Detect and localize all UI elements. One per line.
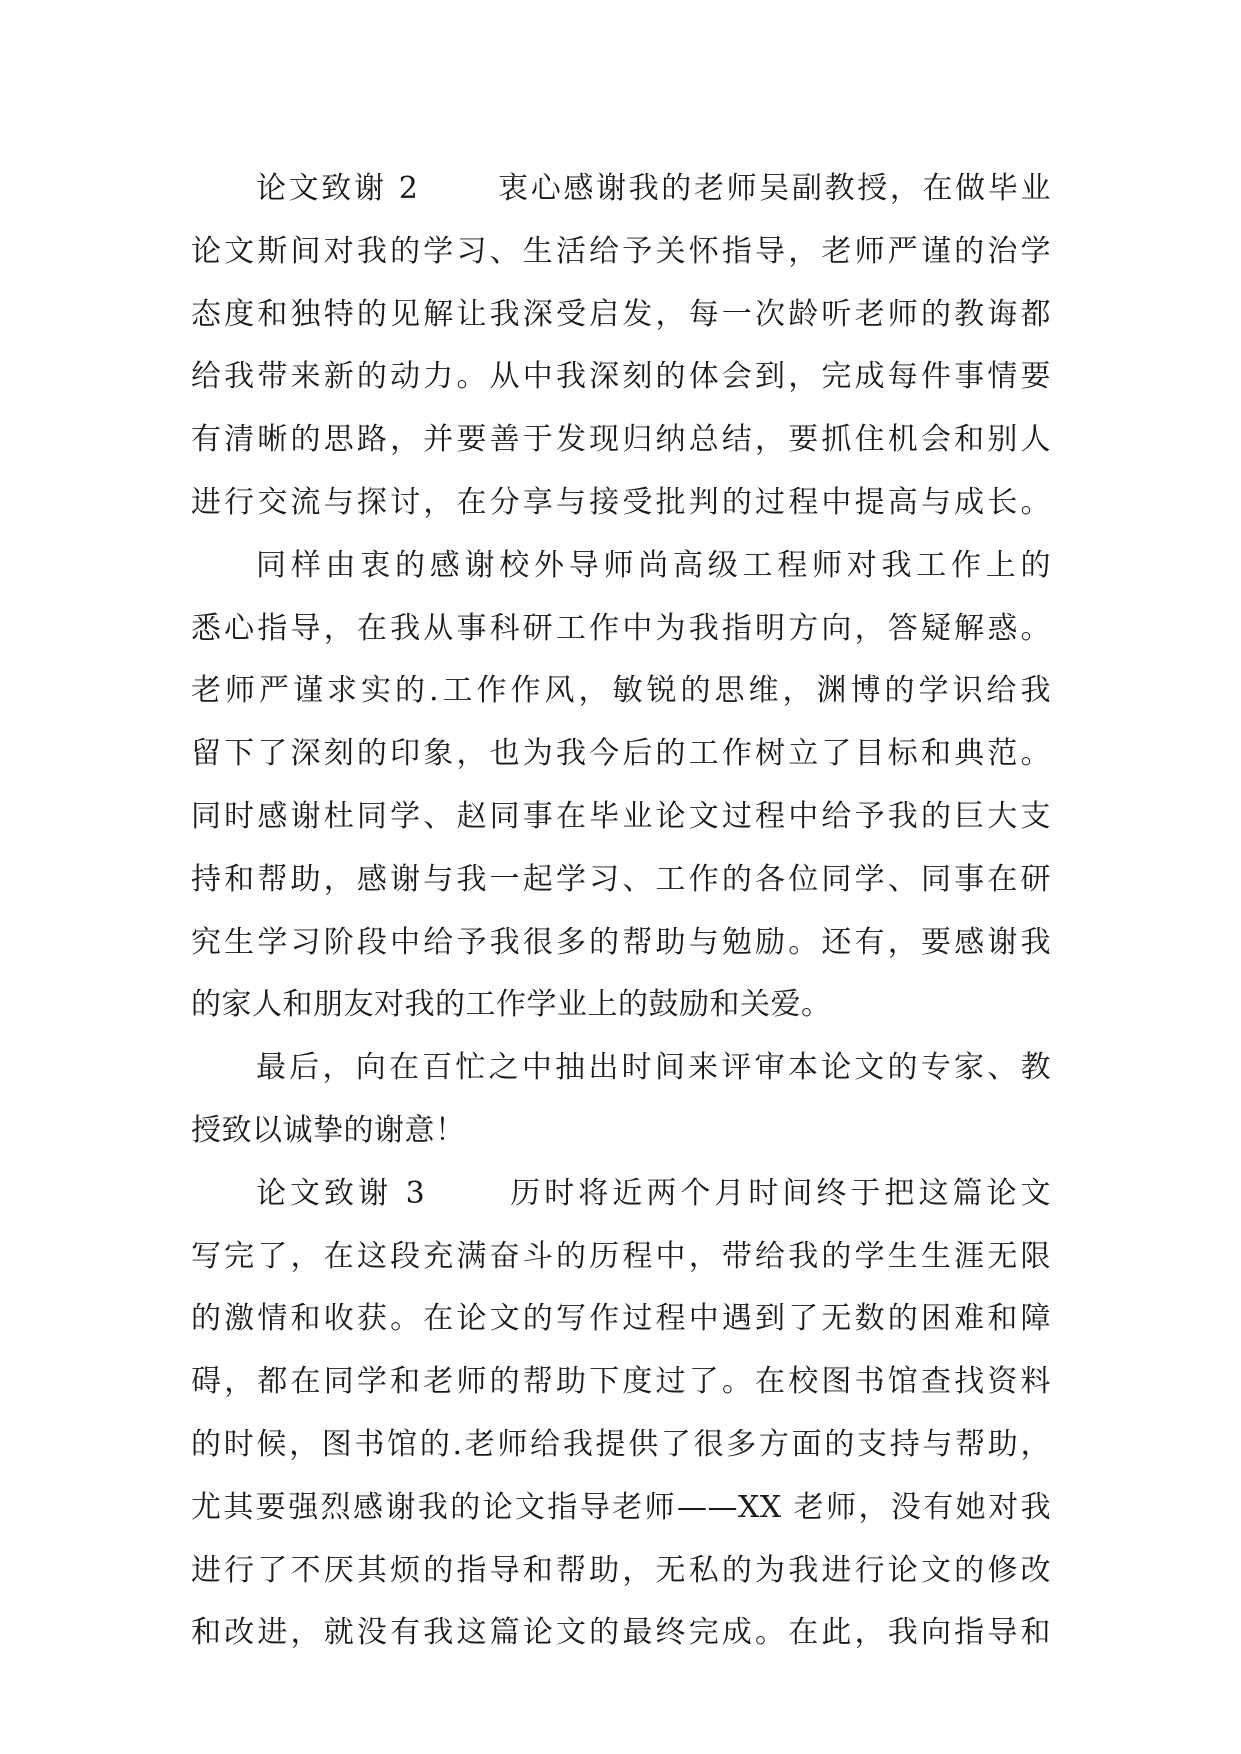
text-line: 同时感谢杜同学、赵同事在毕业论文过程中给予我的巨大支 [191,798,1051,834]
text-line: 的家人和朋友对我的工作学业上的鼓励和关爱。 [191,987,832,1023]
text-line: 论文致谢 2 衷心感谢我的老师吴副教授，在做毕业 [256,171,1051,206]
text-line: 究生学习阶段中给予我很多的帮助与勉励。还有，要感谢我 [191,924,1051,960]
text-line: 留下了深刻的印象，也为我今后的工作树立了目标和典范。 [191,736,1051,772]
text-line: 的时候，图书馆的.老师给我提供了很多方面的支持与帮助， [191,1426,1051,1462]
paragraph-thanks-mentor [191,535,1051,1037]
text-line: 最后，向在百忙之中抽出时间来评审本论文的专家、教 [256,1050,1051,1086]
paragraph-acknowledgement-2 [191,158,1051,535]
text-line: 同样由衷的感谢校外导师尚高级工程师对我工作上的 [256,547,1051,583]
text-line: 态度和独特的见解让我深受启发，每一次龄听老师的教诲都 [191,296,1051,332]
text-line: 写完了，在这段充满奋斗的历程中，带给我的学生生涯无限 [191,1238,1051,1274]
text-line: 持和帮助，感谢与我一起学习、工作的各位同学、同事在研 [191,861,1051,897]
text-line: 的激情和收获。在论文的写作过程中遇到了无数的困难和障 [191,1301,1051,1337]
document-body [191,158,1051,1665]
text-line: 授致以诚挚的谢意！ [191,1112,466,1148]
text-line: 悉心指导，在我从事科研工作中为我指明方向，答疑解惑。 [191,610,1051,646]
text-line: 碍，都在同学和老师的帮助下度过了。在校图书馆查找资料 [191,1364,1051,1400]
paragraph-final-thanks [191,1037,1051,1163]
text-line: 论文致谢 3 历时将近两个月时间终于把这篇论文 [256,1175,1051,1211]
paragraph-acknowledgement-3 [191,1163,1051,1665]
text-line: 和改进，就没有我这篇论文的最终完成。在此，我向指导和 [191,1615,1051,1651]
text-line: 给我带来新的动力。从中我深刻的体会到，完成每件事情要 [191,359,1051,395]
text-line: 进行交流与探讨，在分享与接受批判的过程中提高与成长。 [191,484,1051,520]
text-line: 进行了不厌其烦的指导和帮助，无私的为我进行论文的修改 [191,1552,1051,1588]
text-line: 论文斯间对我的学习、生活给予关怀指导，老师严谨的治学 [191,233,1051,269]
text-line: 有清晰的思路，并要善于发现归纳总结，要抓住机会和别人 [191,422,1051,458]
text-line: 老师严谨求实的.工作作风，敏锐的思维，渊博的学识给我 [191,673,1051,709]
text-line: 尤其要强烈感谢我的论文指导老师——XX 老师，没有她对我 [191,1489,1051,1525]
